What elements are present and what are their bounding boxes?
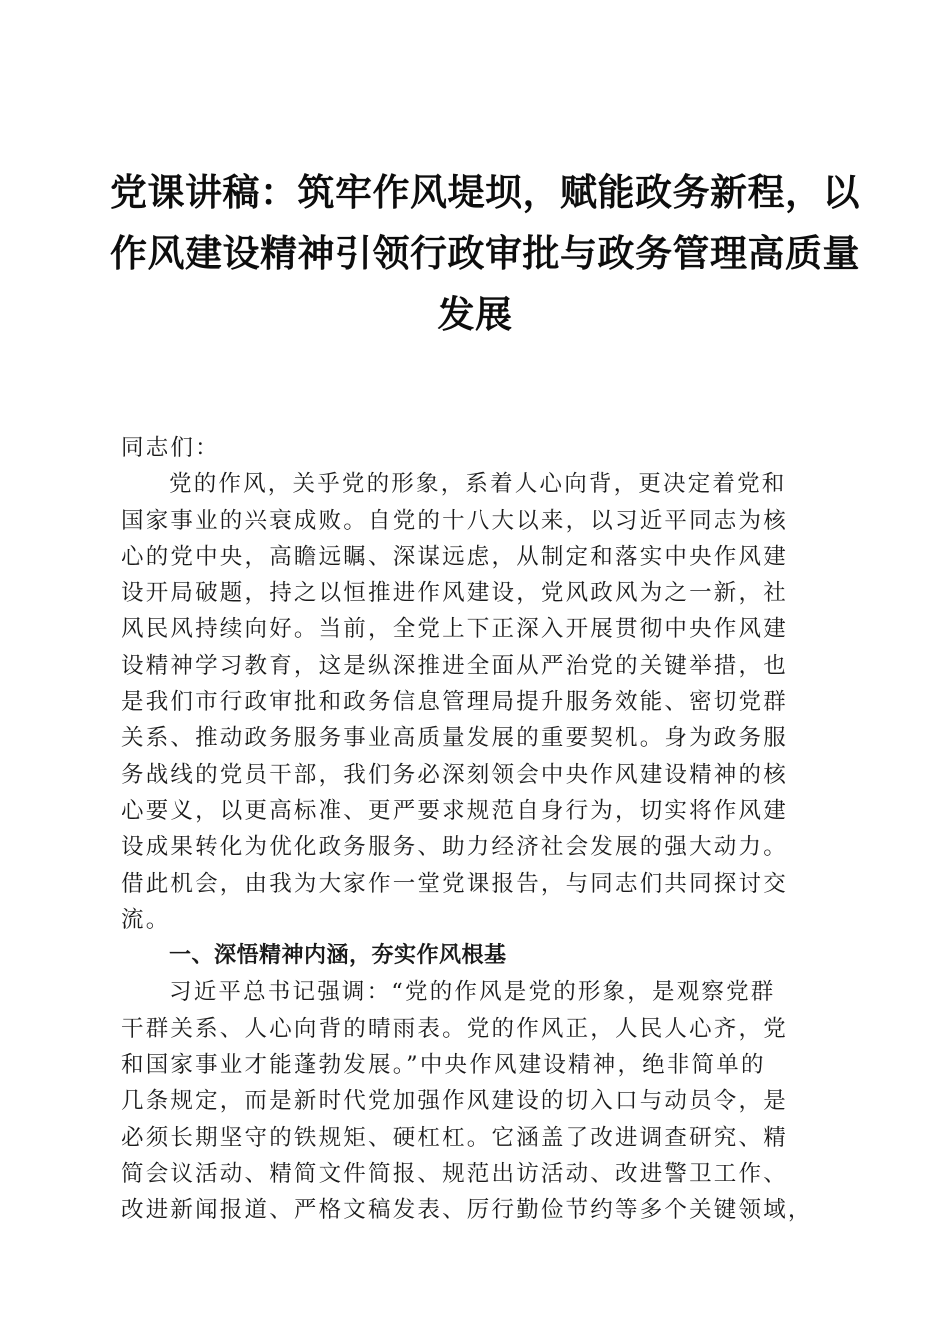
paragraph-section1 bbox=[121, 974, 826, 1228]
paragraph-line: 务战线的党员干部，我们务必深刻领会中央作风建设精神的核 bbox=[121, 761, 788, 788]
title-line: 党课讲稿：筑牢作风堤坝，赋能政务新程，以 bbox=[110, 170, 860, 214]
paragraph-line: 国家事业的兴衰成败。自党的十八大以来，以习近平同志为核 bbox=[121, 507, 788, 534]
paragraph-line: 和国家事业才能蓬勃发展。”中央作风建设精神，绝非简单的 bbox=[121, 1052, 766, 1079]
paragraph-line: 是我们市行政审批和政务信息管理局提升服务效能、密切党群 bbox=[121, 689, 788, 716]
paragraph-line: 必须长期坚守的铁规矩、硬杠杠。它涵盖了改进调查研究、精 bbox=[121, 1124, 788, 1151]
paragraph-line: 党的作风，关乎党的形象，系着人心向背，更决定着党和 bbox=[169, 471, 787, 498]
paragraph-line: 风民风持续向好。当前，全党上下正深入开展贯彻中央作风建 bbox=[121, 616, 788, 643]
paragraph-line: 改进新闻报道、严格文稿发表、厉行勤俭节约等多个关键领域， bbox=[121, 1197, 813, 1224]
paragraph-line: 习近平总书记强调：“党的作风是党的形象，是观察党群 bbox=[169, 979, 776, 1006]
paragraph-line: 心要义，以更高标准、更严要求规范自身行为，切实将作风建 bbox=[121, 797, 788, 824]
paragraph-line: 设成果转化为优化政务服务、助力经济社会发展的强大动力。 bbox=[121, 834, 788, 861]
salutation: 同志们： bbox=[121, 435, 220, 461]
paragraph-line: 关系、推动政务服务事业高质量发展的重要契机。身为政务服 bbox=[121, 725, 788, 752]
paragraph-line: 设精神学习教育，这是纵深推进全面从严治党的关键举措，也 bbox=[121, 652, 788, 679]
title-line: 发展 bbox=[437, 292, 513, 336]
paragraph-line: 干群关系、人心向背的晴雨表。党的作风正，人民人心齐，党 bbox=[121, 1015, 788, 1042]
paragraph-line: 借此机会，由我为大家作一堂党课报告，与同志们共同探讨交 bbox=[121, 870, 788, 897]
section-heading: 一、深悟精神内涵，夯实作风根基 bbox=[169, 943, 507, 969]
paragraph-line: 简会议活动、精简文件简报、规范出访活动、改进警卫工作、 bbox=[121, 1160, 788, 1187]
document-body bbox=[121, 430, 826, 1229]
title-line: 作风建设精神引领行政审批与政务管理高质量 bbox=[110, 231, 860, 275]
paragraph-line: 设开局破题，持之以恒推进作风建设，党风政风为之一新，社 bbox=[121, 580, 788, 607]
paragraph-line: 流。 bbox=[121, 906, 171, 933]
paragraph-intro bbox=[121, 466, 826, 938]
paragraph-line: 几条规定，而是新时代党加强作风建设的切入口与动员令，是 bbox=[121, 1088, 788, 1115]
document-title bbox=[110, 162, 860, 345]
paragraph-line: 心的党中央，高瞻远瞩、深谋远虑，从制定和落实中央作风建 bbox=[121, 543, 788, 570]
